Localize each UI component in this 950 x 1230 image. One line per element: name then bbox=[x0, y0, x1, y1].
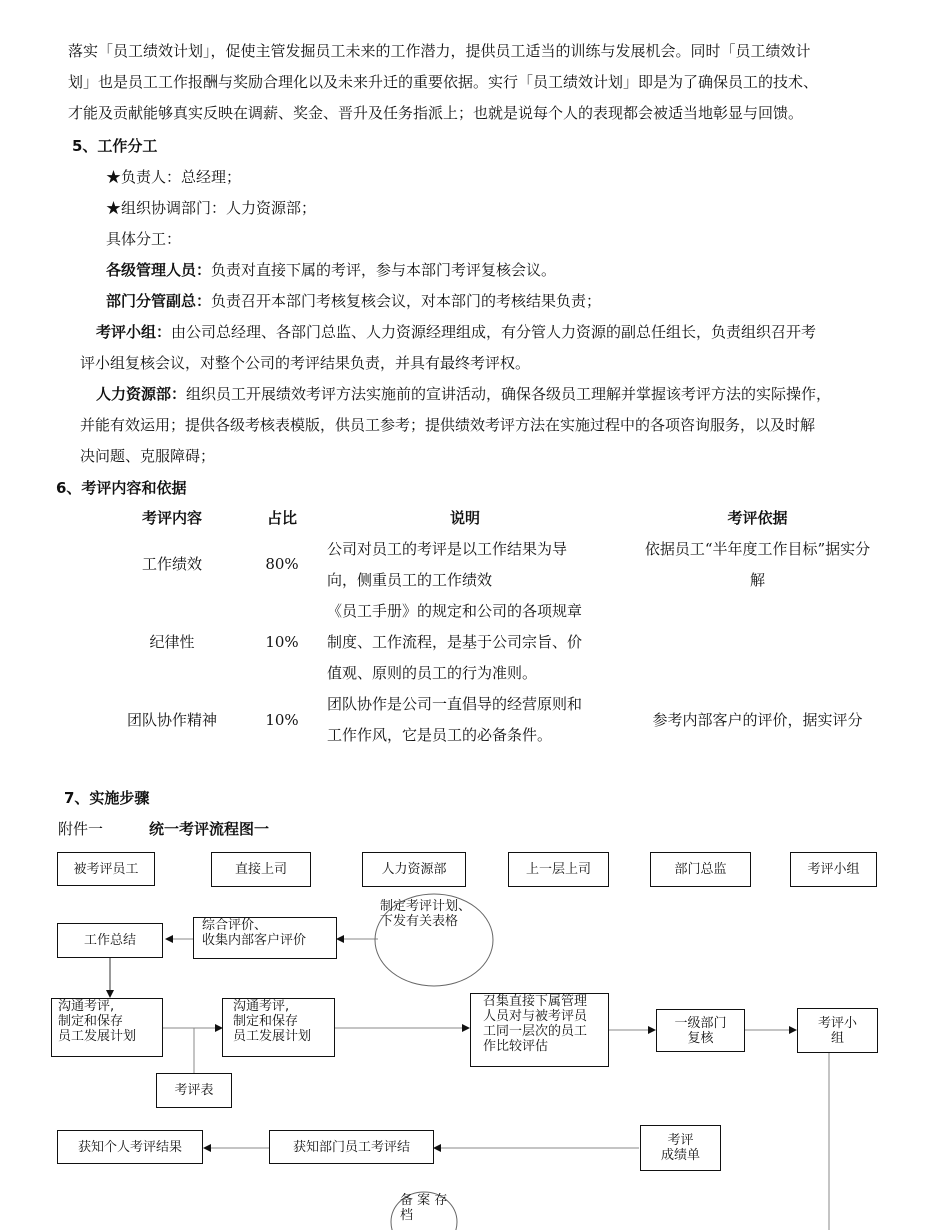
section-5-title: 5、工作分工 bbox=[72, 137, 158, 155]
flow-plan-line-1: 制定考评计划、 bbox=[380, 899, 472, 914]
intro-line-1: 落实「员工绩效计划」，促使主管发掘员工未来的工作潜力，提供员工适当的训练与发展机会。同时「员工绩效计 bbox=[68, 42, 811, 60]
vp-label: 部门分管副总： bbox=[106, 292, 212, 310]
flow-group-line-2: 组 bbox=[830, 1030, 844, 1046]
table-row-3-basis-1: 参考内部客户的评价，据实评分 bbox=[652, 711, 863, 729]
hr-label: 人力资源部： bbox=[96, 385, 187, 403]
table-row-1-content: 工作绩效 bbox=[141, 555, 202, 573]
col-header-basis: 考评依据 bbox=[727, 509, 788, 527]
flow-header-employee: 被考评员工 bbox=[57, 852, 155, 886]
flow-archive-text bbox=[400, 1193, 447, 1223]
flow-convene-line-1: 召集直接下属管理 bbox=[483, 994, 588, 1009]
section-7-title: 7、实施步骤 bbox=[64, 789, 150, 807]
flow-comm-b-line-3: 员工发展计划 bbox=[233, 1029, 312, 1044]
table-row-2-desc-3: 值观、原则的员工的行为准则。 bbox=[327, 664, 538, 682]
committee-text-1: 由公司总经理、各部门总监、人力资源经理组成，有分管人力资源的副总任组长，负责组织召开考 bbox=[171, 323, 817, 341]
managers-label: 各级管理人员： bbox=[106, 261, 212, 279]
flow-archive-line-1: 备 案 存 bbox=[400, 1193, 448, 1208]
flow-score-line-2: 成绩单 bbox=[660, 1148, 700, 1163]
flow-header-direct-supervisor: 直接上司 bbox=[211, 852, 311, 887]
table-row-2-content: 纪律性 bbox=[149, 633, 195, 651]
table-row-1-ratio: 80% bbox=[265, 555, 299, 573]
table-row-1-desc-1: 公司对员工的考评是以工作结果为导 bbox=[327, 540, 568, 558]
flow-plan-line-2: 下发有关表格 bbox=[380, 914, 459, 929]
committee-line-2: 评小组复核会议，对整个公司的考评结果负责，并具有最终考评权。 bbox=[80, 354, 531, 372]
coordinator-line: ★组织协调部门：人力资源部； bbox=[106, 199, 317, 217]
table-row-3-desc-1: 团队协作是公司一直倡导的经营原则和 bbox=[327, 695, 583, 713]
flow-summary-box: 工作总结 bbox=[57, 923, 163, 958]
flow-convene-box bbox=[470, 993, 609, 1067]
table-row-1-basis-2: 解 bbox=[749, 571, 765, 589]
table-row-3-desc-2: 工作作风，它是员工的必备条件。 bbox=[327, 726, 553, 744]
flow-comm-supervisor-box bbox=[222, 998, 335, 1057]
vp-text: 负责召开本部门考核复核会议，对本部门的考核结果负责； bbox=[211, 292, 602, 310]
flow-score-sheet-box bbox=[640, 1125, 721, 1171]
hr-line-3: 决问题、克服障碍； bbox=[80, 447, 216, 465]
flow-header-hr: 人力资源部 bbox=[362, 852, 466, 887]
flow-form-box: 考评表 bbox=[156, 1073, 232, 1108]
flow-committee-box bbox=[797, 1008, 878, 1053]
flow-personal-result-box: 获知个人考评结果 bbox=[57, 1130, 203, 1164]
committee-label: 考评小组： bbox=[96, 323, 172, 341]
flow-archive-line-2: 档 bbox=[400, 1208, 414, 1223]
flow-review-line-1: 综合评价、 bbox=[202, 918, 268, 933]
flow-comm-b-line-1: 沟通考评, bbox=[233, 999, 290, 1014]
flow-group-line-1: 考评小 bbox=[817, 1015, 857, 1031]
table-row-2-ratio: 10% bbox=[265, 633, 299, 651]
table-row-3-ratio: 10% bbox=[265, 711, 299, 729]
flow-convene-line-4: 作比较评估 bbox=[483, 1039, 549, 1054]
table-row-1-basis-1: 依据员工“半年度工作目标”据实分 bbox=[644, 540, 871, 558]
flow-header-dept-director: 部门总监 bbox=[650, 852, 751, 887]
flow-plan-text bbox=[380, 899, 471, 929]
flow-dept-review-box bbox=[656, 1009, 745, 1052]
flow-review-line-2: 收集内部客户评价 bbox=[202, 933, 307, 948]
flow-header-committee: 考评小组 bbox=[790, 852, 877, 887]
intro-line-3: 才能及贡献能够真实反映在调薪、奖金、晋升及任务指派上；也就是说每个人的表现都会被适当地彰显与回馈。 bbox=[68, 104, 804, 122]
flow-review-box bbox=[193, 917, 337, 959]
table-row-2-desc-2: 制度、工作流程，是基于公司宗旨、价 bbox=[327, 633, 583, 651]
intro-line-2: 划」也是员工工作报酬与奖励合理化以及未来升迁的重要依据。实行「员工绩效计划」即是为了确保员工的技术、 bbox=[68, 73, 819, 91]
flow-convene-line-2: 人员对与被考评员 bbox=[483, 1009, 588, 1024]
col-header-desc: 说明 bbox=[449, 509, 480, 527]
table-row-1-desc-2: 向，侧重员工的工作绩效 bbox=[327, 571, 493, 589]
flow-chart-title: 统一考评流程图一 bbox=[149, 820, 270, 838]
flow-comm-a-line-1: 沟通考评, bbox=[58, 999, 115, 1014]
division-label: 具体分工： bbox=[106, 230, 182, 248]
flow-dept-line-2: 复核 bbox=[687, 1030, 714, 1046]
responsible-line: ★负责人：总经理； bbox=[106, 168, 242, 186]
flow-comm-a-line-3: 员工发展计划 bbox=[58, 1029, 137, 1044]
flow-dept-line-1: 一级部门 bbox=[674, 1015, 727, 1031]
managers-text: 负责对直接下属的考评，参与本部门考评复核会议。 bbox=[211, 261, 557, 279]
table-row-3-content: 团队协作精神 bbox=[126, 711, 217, 729]
flow-dept-result-box: 获知部门员工考评结 bbox=[269, 1130, 434, 1164]
flow-comm-a-line-2: 制定和保存 bbox=[58, 1014, 124, 1029]
hr-text-1: 组织员工开展绩效考评方法实施前的宣讲活动，确保各级员工理解并掌握该考评方法的实际操作， bbox=[186, 385, 832, 403]
col-header-content: 考评内容 bbox=[141, 509, 202, 527]
flow-convene-line-3: 工同一层次的员工 bbox=[483, 1024, 588, 1039]
flow-header-upper-supervisor: 上一层上司 bbox=[508, 852, 609, 887]
attachment-label: 附件一 bbox=[58, 820, 104, 838]
flow-comm-b-line-2: 制定和保存 bbox=[233, 1014, 299, 1029]
section-6-title: 6、考评内容和依据 bbox=[56, 479, 187, 497]
col-header-ratio: 占比 bbox=[266, 509, 297, 527]
table-row-2-desc-1: 《员工手册》的规定和公司的各项规章 bbox=[327, 602, 583, 620]
flow-comm-employee-box bbox=[51, 998, 163, 1057]
hr-line-2: 并能有效运用；提供各级考核表模版，供员工参考；提供绩效考评方法在实施过程中的各项咨询服务，以及时解 bbox=[80, 416, 816, 434]
flow-score-line-1: 考评 bbox=[667, 1133, 694, 1148]
